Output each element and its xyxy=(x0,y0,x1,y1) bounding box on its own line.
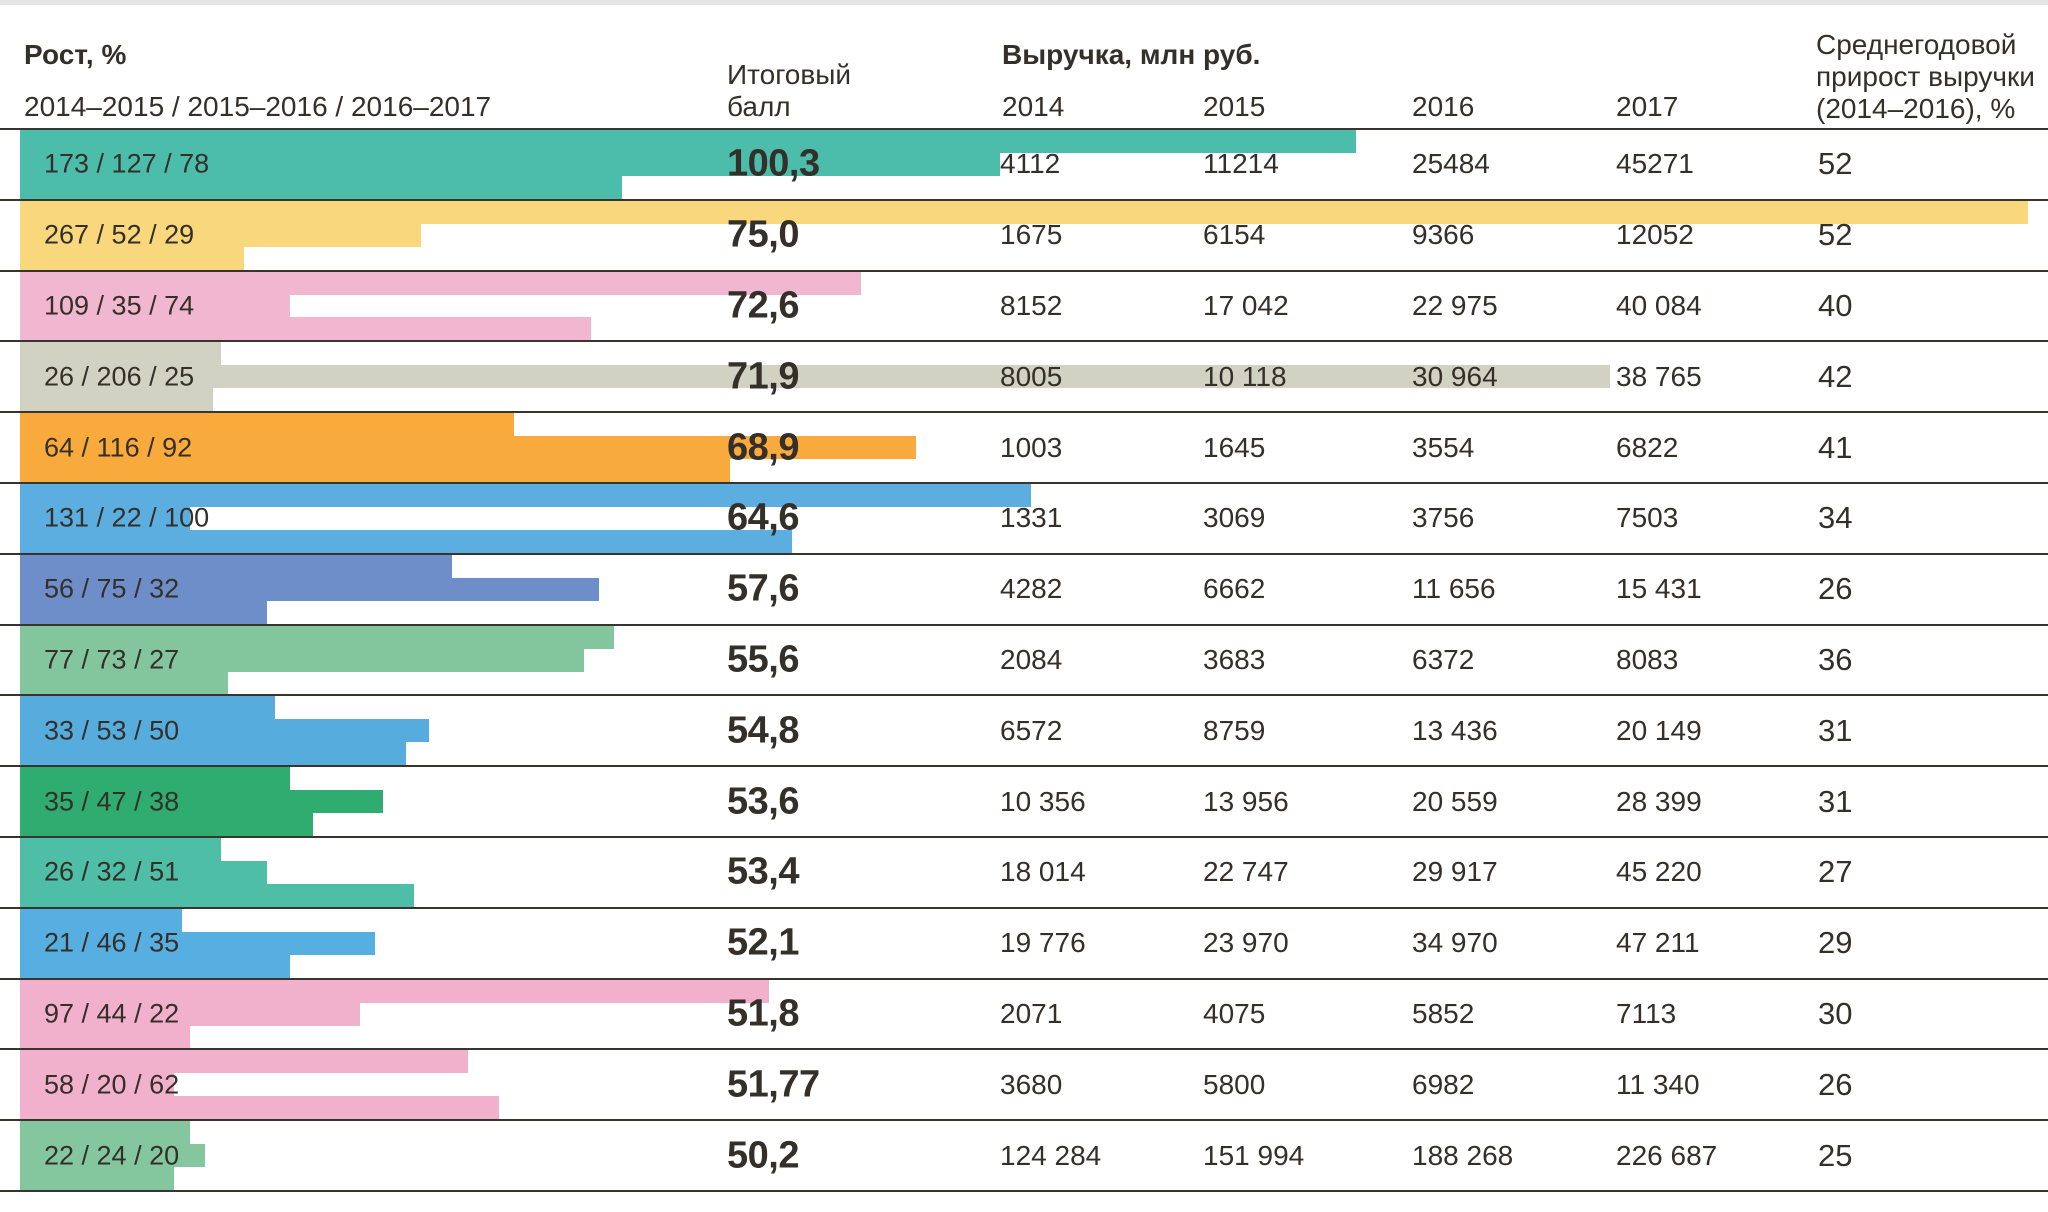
top-divider xyxy=(0,0,2048,5)
revenue-2016: 9366 xyxy=(1412,219,1475,251)
revenue-column-title: Выручка, млн руб. xyxy=(1002,39,1261,70)
year-header-2016: 2016 xyxy=(1412,91,1475,122)
total-score: 72,6 xyxy=(727,284,799,327)
growth-values-label: 64 / 116 / 92 xyxy=(44,432,193,463)
avg-annual-revenue-growth: 26 xyxy=(1818,1066,1853,1102)
revenue-2016: 22 975 xyxy=(1412,289,1498,321)
table-row xyxy=(0,694,2048,765)
revenue-2016: 34 970 xyxy=(1412,927,1498,959)
growth-values-label: 77 / 73 / 27 xyxy=(44,644,180,675)
revenue-2016: 13 436 xyxy=(1412,714,1498,746)
table-row xyxy=(0,482,2048,553)
revenue-2017: 40 084 xyxy=(1616,289,1702,321)
revenue-2014: 1675 xyxy=(1000,219,1063,251)
growth-values-label: 26 / 32 / 51 xyxy=(44,856,180,887)
avg-annual-revenue-growth: 31 xyxy=(1818,783,1853,819)
year-header-2017: 2017 xyxy=(1616,91,1679,122)
growth-values-label: 131 / 22 / 100 xyxy=(44,502,210,533)
growth-values-label: 173 / 127 / 78 xyxy=(44,148,210,179)
revenue-2014: 6572 xyxy=(1000,714,1063,746)
revenue-2015: 8759 xyxy=(1203,714,1266,746)
revenue-2017: 7113 xyxy=(1616,997,1677,1029)
avg-annual-revenue-growth: 52 xyxy=(1818,146,1853,182)
revenue-2017: 47 211 xyxy=(1616,927,1700,959)
avg-annual-revenue-growth: 42 xyxy=(1818,358,1853,394)
revenue-2014: 19 776 xyxy=(1000,927,1086,959)
table-row xyxy=(0,978,2048,1049)
score-column-title-line2: балл xyxy=(727,91,791,122)
revenue-2016: 188 268 xyxy=(1412,1139,1514,1171)
revenue-2014: 2071 xyxy=(1000,997,1063,1029)
total-score: 75,0 xyxy=(727,213,799,256)
growth-periods-subtitle: 2014–2015 / 2015–2016 / 2016–2017 xyxy=(24,91,492,122)
revenue-2017: 28 399 xyxy=(1616,785,1702,817)
revenue-2017: 38 765 xyxy=(1616,360,1702,392)
revenue-2016: 5852 xyxy=(1412,997,1475,1029)
table-row xyxy=(0,270,2048,341)
table-row xyxy=(0,907,2048,978)
avg-annual-revenue-growth: 34 xyxy=(1818,500,1853,536)
revenue-2016: 11 656 xyxy=(1412,573,1496,605)
growth-values-label: 21 / 46 / 35 xyxy=(44,927,180,958)
revenue-2017: 7503 xyxy=(1616,502,1679,534)
revenue-2017: 11 340 xyxy=(1616,1068,1700,1100)
total-score: 53,6 xyxy=(727,780,799,823)
revenue-2015: 17 042 xyxy=(1203,289,1289,321)
revenue-2014: 1003 xyxy=(1000,431,1063,463)
revenue-2017: 15 431 xyxy=(1616,573,1702,605)
revenue-2017: 20 149 xyxy=(1616,714,1702,746)
table-row xyxy=(0,411,2048,482)
revenue-2015: 13 956 xyxy=(1203,785,1289,817)
avg-annual-revenue-growth: 29 xyxy=(1818,925,1853,961)
table-row xyxy=(0,836,2048,907)
growth-values-label: 26 / 206 / 25 xyxy=(44,361,195,392)
revenue-2014: 18 014 xyxy=(1000,856,1086,888)
total-score: 52,1 xyxy=(727,921,799,964)
revenue-2015: 11214 xyxy=(1203,148,1279,180)
total-score: 57,6 xyxy=(727,567,799,610)
growth-bar-2014–2015 xyxy=(20,130,1356,153)
revenue-2017: 45 220 xyxy=(1616,856,1702,888)
table-row xyxy=(0,199,2048,270)
revenue-2016: 6372 xyxy=(1412,643,1475,675)
revenue-2017: 226 687 xyxy=(1616,1139,1718,1171)
avg-annual-revenue-growth: 25 xyxy=(1818,1137,1853,1173)
total-score: 71,9 xyxy=(727,355,799,398)
year-header-2015: 2015 xyxy=(1203,91,1266,122)
revenue-2015: 3683 xyxy=(1203,643,1266,675)
growth-values-label: 56 / 75 / 32 xyxy=(44,573,180,604)
year-header-2014: 2014 xyxy=(1002,91,1065,122)
growth-values-label: 109 / 35 / 74 xyxy=(44,290,195,321)
growth-values-label: 58 / 20 / 62 xyxy=(44,1069,180,1100)
growth-values-label: 33 / 53 / 50 xyxy=(44,715,180,746)
revenue-2015: 5800 xyxy=(1203,1068,1266,1100)
total-score: 64,6 xyxy=(727,496,799,539)
revenue-2016: 20 559 xyxy=(1412,785,1498,817)
revenue-2015: 4075 xyxy=(1203,997,1266,1029)
table-row xyxy=(0,128,2048,199)
avg-growth-column-title-line3: (2014–2016), % xyxy=(1816,93,2016,124)
table-row xyxy=(0,1119,2048,1190)
total-score: 50,2 xyxy=(727,1134,799,1177)
total-score: 100,3 xyxy=(727,142,820,185)
avg-annual-revenue-growth: 41 xyxy=(1818,429,1853,465)
total-score: 51,77 xyxy=(727,1063,820,1106)
revenue-2015: 6662 xyxy=(1203,573,1266,605)
avg-growth-column-title-line1: Среднегодовой xyxy=(1816,29,2017,60)
total-score: 54,8 xyxy=(727,709,799,752)
total-score: 68,9 xyxy=(727,426,799,469)
revenue-2017: 45271 xyxy=(1616,148,1694,180)
revenue-2017: 8083 xyxy=(1616,643,1679,675)
table-row xyxy=(0,624,2048,695)
revenue-2014: 8005 xyxy=(1000,360,1063,392)
table-rows xyxy=(0,128,2048,1192)
table-row xyxy=(0,765,2048,836)
avg-annual-revenue-growth: 36 xyxy=(1818,641,1853,677)
revenue-2014: 8152 xyxy=(1000,289,1063,321)
table-row xyxy=(0,340,2048,411)
growth-values-label: 267 / 52 / 29 xyxy=(44,219,195,250)
total-score: 53,4 xyxy=(727,850,799,893)
revenue-2014: 124 284 xyxy=(1000,1139,1102,1171)
revenue-2016: 29 917 xyxy=(1412,856,1498,888)
table-row xyxy=(0,553,2048,624)
total-score: 51,8 xyxy=(727,992,799,1035)
revenue-2017: 12052 xyxy=(1616,219,1694,251)
growth-column-title: Рост, % xyxy=(24,39,127,70)
revenue-2015: 1645 xyxy=(1203,431,1266,463)
avg-annual-revenue-growth: 40 xyxy=(1818,287,1853,323)
revenue-2015: 6154 xyxy=(1203,219,1266,251)
avg-annual-revenue-growth: 27 xyxy=(1818,854,1853,890)
total-score: 55,6 xyxy=(727,638,799,681)
growth-values-label: 97 / 44 / 22 xyxy=(44,998,180,1029)
revenue-2017: 6822 xyxy=(1616,431,1679,463)
growth-values-label: 22 / 24 / 20 xyxy=(44,1140,180,1171)
revenue-2015: 22 747 xyxy=(1203,856,1289,888)
table-row xyxy=(0,1048,2048,1119)
growth-bar-2015–2016 xyxy=(20,365,1610,388)
revenue-2015: 23 970 xyxy=(1203,927,1289,959)
revenue-2016: 3756 xyxy=(1412,502,1475,534)
revenue-2015: 3069 xyxy=(1203,502,1266,534)
revenue-2014: 2084 xyxy=(1000,643,1063,675)
avg-growth-column-title-line2: прирост выручки xyxy=(1816,61,2035,92)
revenue-2014: 4282 xyxy=(1000,573,1063,605)
revenue-2014: 10 356 xyxy=(1000,785,1086,817)
score-column-title-line1: Итоговый xyxy=(727,59,852,90)
avg-annual-revenue-growth: 31 xyxy=(1818,712,1853,748)
avg-annual-revenue-growth: 26 xyxy=(1818,571,1853,607)
avg-annual-revenue-growth: 30 xyxy=(1818,995,1853,1031)
revenue-2016: 6982 xyxy=(1412,1068,1475,1100)
revenue-2014: 3680 xyxy=(1000,1068,1063,1100)
avg-annual-revenue-growth: 52 xyxy=(1818,217,1853,253)
revenue-2014: 1331 xyxy=(1000,502,1063,534)
revenue-2015: 151 994 xyxy=(1203,1139,1305,1171)
revenue-2016: 3554 xyxy=(1412,431,1475,463)
revenue-2016: 25484 xyxy=(1412,148,1490,180)
growth-values-label: 35 / 47 / 38 xyxy=(44,786,180,817)
revenue-2014: 4112 xyxy=(1000,148,1061,180)
revenue-2016: 30 964 xyxy=(1412,360,1498,392)
revenue-2015: 10 118 xyxy=(1203,360,1287,392)
